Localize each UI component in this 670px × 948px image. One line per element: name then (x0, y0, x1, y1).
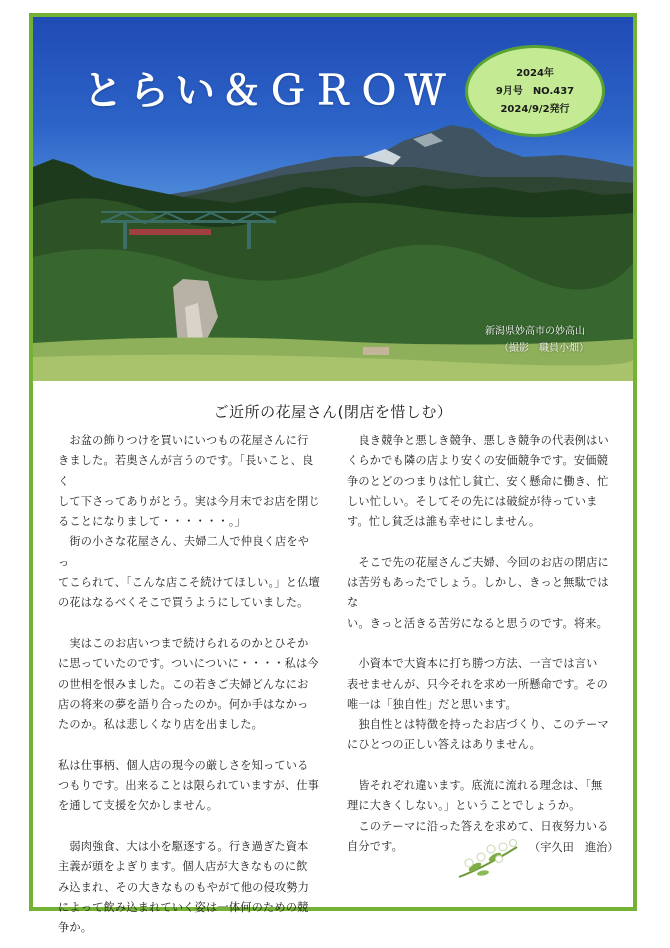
article-line: くらかでも隣の店より安くの安価競争です。安価競 (347, 454, 609, 468)
article-line: 争のとどのつまりは忙し貧亡、安く懸命に働き、忙 (347, 474, 609, 488)
article-line: 実はこのお店いつまで続けられるのかとひそか (58, 636, 309, 650)
issue-year: 2024年 (516, 68, 554, 79)
article-right-column (347, 431, 609, 857)
issue-date: 2024/9/2発行 (500, 104, 570, 115)
article-line: の世相を恨みました。この若きご夫婦どんなにお (58, 677, 309, 691)
photo-caption (485, 323, 589, 357)
article-line: 理に大きくしない。」ということでしょうか。 (347, 799, 581, 813)
photo-caption-location: 新潟県妙高市の妙高山 (485, 326, 585, 337)
article-line: 独自性とは特徴を持ったお店づくり、このテーマ (347, 718, 609, 732)
article-line: に思っていたのです。ついについに・・・・私は今 (58, 657, 319, 671)
article-line: 唯一は「独自性」だと思います。 (347, 697, 517, 711)
article-line: み込まれ、その大きなものもやがて他の侵攻勢力 (58, 880, 310, 894)
article-line: 街の小さな花屋さん、夫婦二人で仲良く店をやっ (58, 535, 310, 569)
article-line: 争か。 (58, 921, 93, 935)
author-signature: （宇久田 進治） (529, 841, 619, 854)
issue-number: 9月号 NO.437 (495, 86, 575, 97)
article-line: 皆それぞれ違います。底流に流れる理念は、「無 (347, 779, 603, 793)
article-line: によって飲み込まれていく姿は一体何のための競 (58, 900, 309, 914)
article-line: 主義が頭をよぎります。個人店が大きなものに飲 (58, 860, 308, 874)
article-line: 表せませんが、只今それを求め一所懸命です。その (347, 677, 609, 691)
issue-badge (465, 45, 605, 137)
article-line: 良き競争と悪しき競争、悪しき競争の代表例はい (347, 434, 609, 447)
article-line: そこで先の花屋さんご夫婦、今回のお店の閉店に (347, 555, 609, 569)
paragraph-gap (347, 756, 609, 776)
article-line: の花はなるべくそこで買うようにしていました。 (58, 596, 309, 610)
article-line: して下さってありがとう。実は今月末でお店を閉じ (58, 494, 320, 508)
article-line: きました。若奥さんが言うのです。「長いこと、良く (58, 454, 314, 488)
paragraph-gap (58, 735, 320, 755)
article-line: このテーマに沿った答えを求めて、日夜努力いる (347, 819, 609, 833)
article-line: は苦労もあったでしょう。しかし、きっと無駄ではな (347, 576, 609, 610)
photo-caption-credit: （撮影 職員小畑） (499, 343, 589, 354)
article-line: たのか。私は悲しくなり店を出ました。 (58, 718, 263, 732)
cover-photo (33, 17, 633, 381)
article-line: てこられて、「こんな店こそ続けてほしい。」と仏壇 (58, 576, 320, 590)
article-line: にひとつの正しい答えはありません。 (347, 738, 542, 752)
paragraph-gap (58, 614, 320, 634)
article-line: 店の将来の夢を語り合ったのか。何か手はなかっ (58, 697, 309, 711)
flower-sprig-icon (455, 837, 525, 881)
article-line: つもりです。出来ることは限られていますが、仕事 (58, 779, 320, 793)
article-line: す。忙し貧乏は誰も幸せにしません。 (347, 515, 541, 529)
paragraph-gap (347, 532, 609, 552)
article-line: 私は仕事柄、個人店の現今の厳しさを知っている (58, 758, 309, 772)
article-line: ることになりまして・・・・・・。」 (58, 515, 246, 529)
paragraph-gap (58, 817, 320, 837)
article-line: 小資本で大資本に打ち勝つ方法、一言では言い (347, 657, 598, 671)
article-line: 自分です。 (347, 839, 404, 853)
article-line: い。きっと活きる苦労になると思うのです。将来。 (347, 616, 609, 630)
article-line: お盆の飾りつけを買いにいつもの花屋さんに行 (58, 434, 309, 447)
newsletter-title: とらい＆ＧＲＯＷ (83, 68, 451, 114)
paragraph-gap (347, 634, 609, 654)
article-line: を通して支援を欠かしません。 (58, 799, 219, 813)
article-line: 弱肉強食、大は小を駆逐する。行き過ぎた資本 (58, 839, 309, 853)
article-line: しい忙しい。そしてその先には破綻が待っていま (347, 494, 598, 508)
article-heading: ご近所の花屋さん(閉店を惜しむ） (213, 403, 453, 421)
article-left-column (58, 431, 320, 938)
newsletter-frame (29, 13, 637, 935)
